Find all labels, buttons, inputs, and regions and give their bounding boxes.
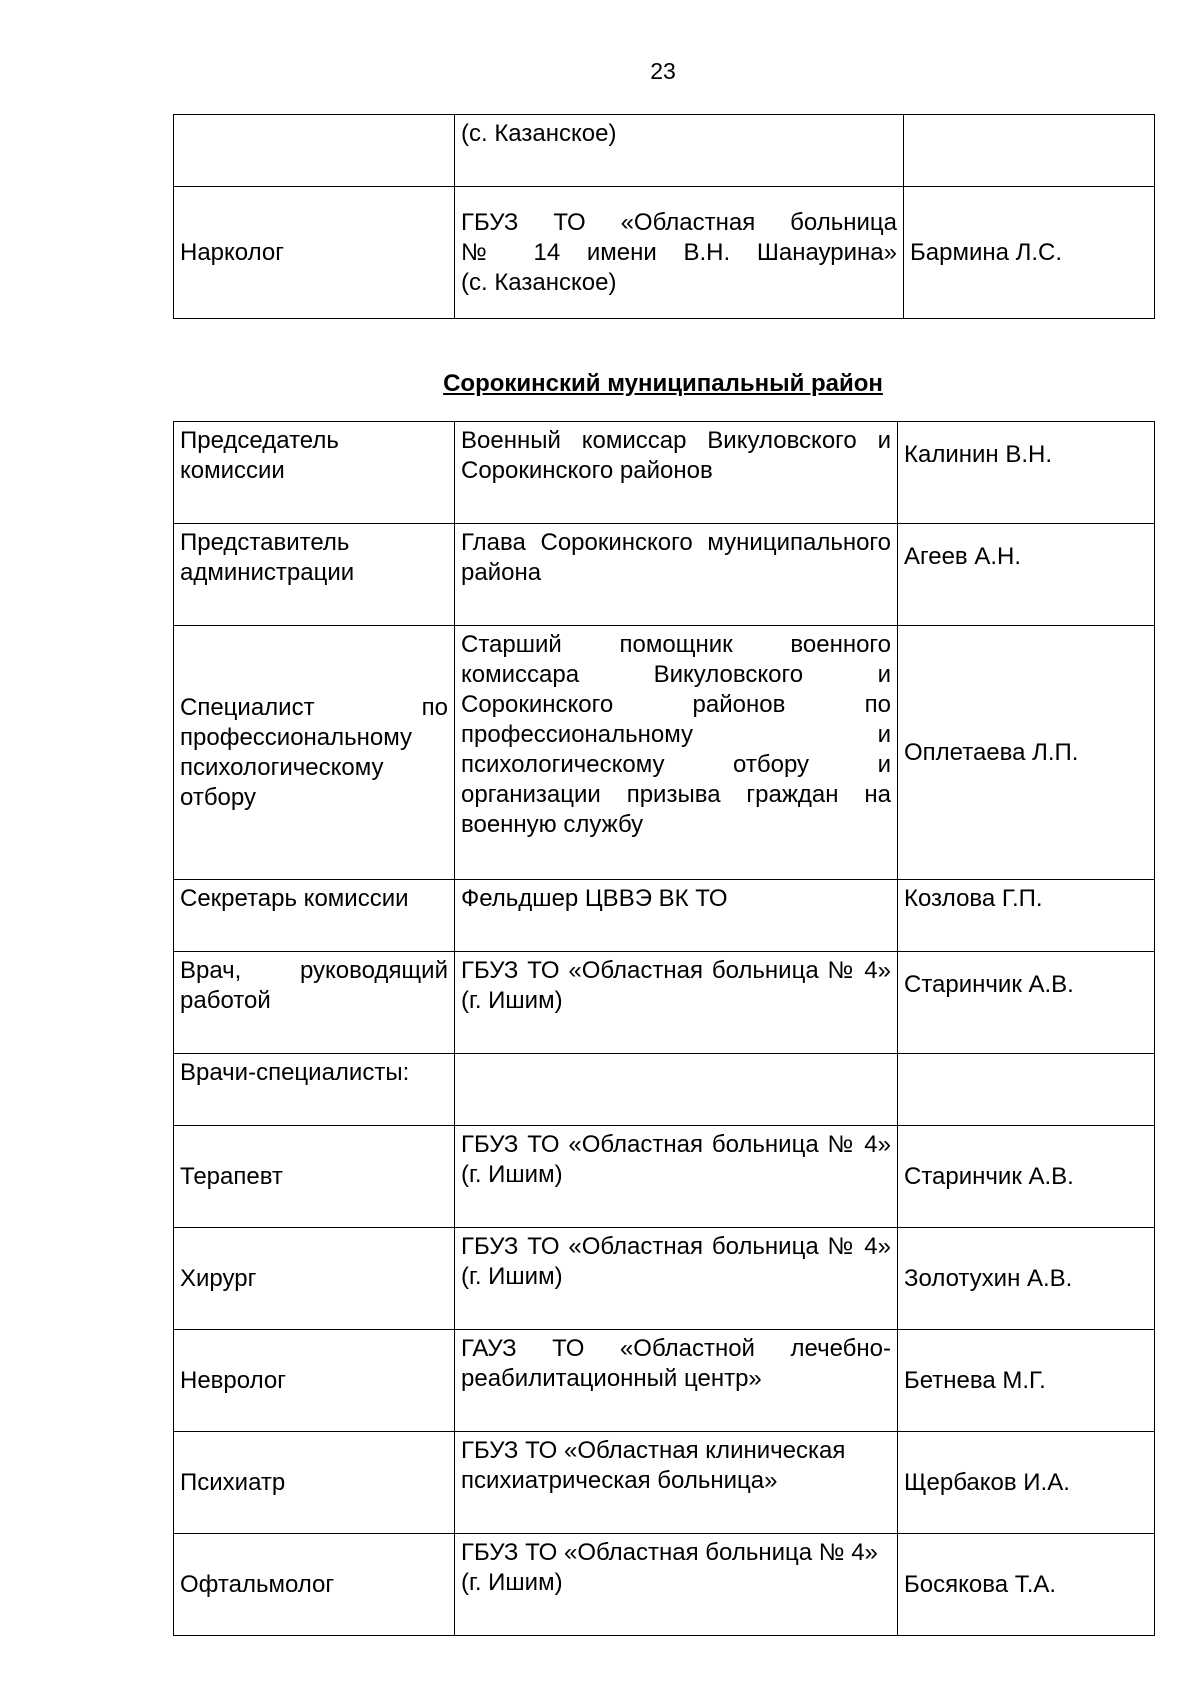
- organization-cell: ГБУЗ ТО «Областная больница № 4» (г. Ишим): [455, 952, 898, 1054]
- organization-cell: [455, 1054, 898, 1126]
- person-cell: Золотухин А.В.: [898, 1228, 1155, 1330]
- role-cell: Терапевт: [174, 1126, 455, 1228]
- organization-line: ГБУЗ ТО «Областная больница: [461, 208, 897, 236]
- table-row: [174, 626, 1155, 880]
- table-row: [174, 1432, 1155, 1534]
- person-cell: [898, 1054, 1155, 1126]
- organization-cell: Старший помощник военного комиссара Викуловского и Сорокинского районов по профессиональному и психологическому отбору и организации призыва граждан на военную службу: [455, 626, 898, 880]
- role-cell: Врачи-специалисты:: [174, 1054, 455, 1126]
- table-row: [174, 524, 1155, 626]
- table-row: [174, 880, 1155, 952]
- role-cell: Специалист по профессиональному психологическому отбору: [174, 626, 455, 880]
- table-row: [174, 115, 1155, 187]
- table-row: [174, 422, 1155, 524]
- role-cell: Хирург: [174, 1228, 455, 1330]
- role-cell: Офтальмолог: [174, 1534, 455, 1636]
- organization-cell: Военный комиссар Викуловского и Сорокинского районов: [455, 422, 898, 524]
- role-cell: Психиатр: [174, 1432, 455, 1534]
- role-cell: Врач, руководящий работой: [174, 952, 455, 1054]
- table-row: [174, 1228, 1155, 1330]
- role-cell: Председатель комиссии: [174, 422, 455, 524]
- commission-table: [173, 421, 1155, 1636]
- organization-cell: ГАУЗ ТО «Областной лечебно-реабилитационный центр»: [455, 1330, 898, 1432]
- person-cell: Старинчик А.В.: [898, 1126, 1155, 1228]
- page-number: 23: [650, 58, 676, 84]
- organization-cell: (с. Казанское): [455, 115, 904, 187]
- organization-cell: ГБУЗ ТО «Областная больница № 4» (г. Ишим): [455, 1228, 898, 1330]
- person-cell: Агеев А.Н.: [898, 524, 1155, 626]
- top-table: [173, 114, 1155, 319]
- person-cell: [904, 115, 1155, 187]
- person-cell: Старинчик А.В.: [898, 952, 1155, 1054]
- role-cell: Невролог: [174, 1330, 455, 1432]
- organization-cell: ГБУЗ ТО «Областная больница № 4» (г. Ишим): [455, 1126, 898, 1228]
- role-cell: Секретарь комиссии: [174, 880, 455, 952]
- organization-line: (с. Казанское): [461, 268, 617, 296]
- table-row: [174, 1534, 1155, 1636]
- person-cell: Калинин В.Н.: [898, 422, 1155, 524]
- person-cell: Оплетаева Л.П.: [898, 626, 1155, 880]
- organization-cell: Глава Сорокинского муниципального района: [455, 524, 898, 626]
- organization-cell: ГБУЗ ТО «Областная клиническая психиатрическая больница»: [455, 1432, 898, 1534]
- person-cell: Щербаков И.А.: [898, 1432, 1155, 1534]
- organization-line: № 14 имени В.Н. Шанаурина»: [461, 238, 897, 266]
- table-row: [174, 187, 1155, 319]
- table-row: [174, 1054, 1155, 1126]
- role-cell: Представитель администрации: [174, 524, 455, 626]
- organization-cell: Фельдшер ЦВВЭ ВК ТО: [455, 880, 898, 952]
- table-row: [174, 952, 1155, 1054]
- person-cell: Босякова Т.А.: [898, 1534, 1155, 1636]
- person-cell: Бармина Л.С.: [904, 187, 1155, 319]
- role-cell: [174, 115, 455, 187]
- section-title: Сорокинский муниципальный район: [443, 370, 883, 397]
- organization-cell: ГБУЗ ТО «Областная больница № 4» (г. Ишим): [455, 1534, 898, 1636]
- role-cell: Нарколог: [174, 187, 455, 319]
- person-cell: Козлова Г.П.: [898, 880, 1155, 952]
- table-row: [174, 1330, 1155, 1432]
- person-cell: Бетнева М.Г.: [898, 1330, 1155, 1432]
- table-row: [174, 1126, 1155, 1228]
- organization-cell: [455, 187, 904, 319]
